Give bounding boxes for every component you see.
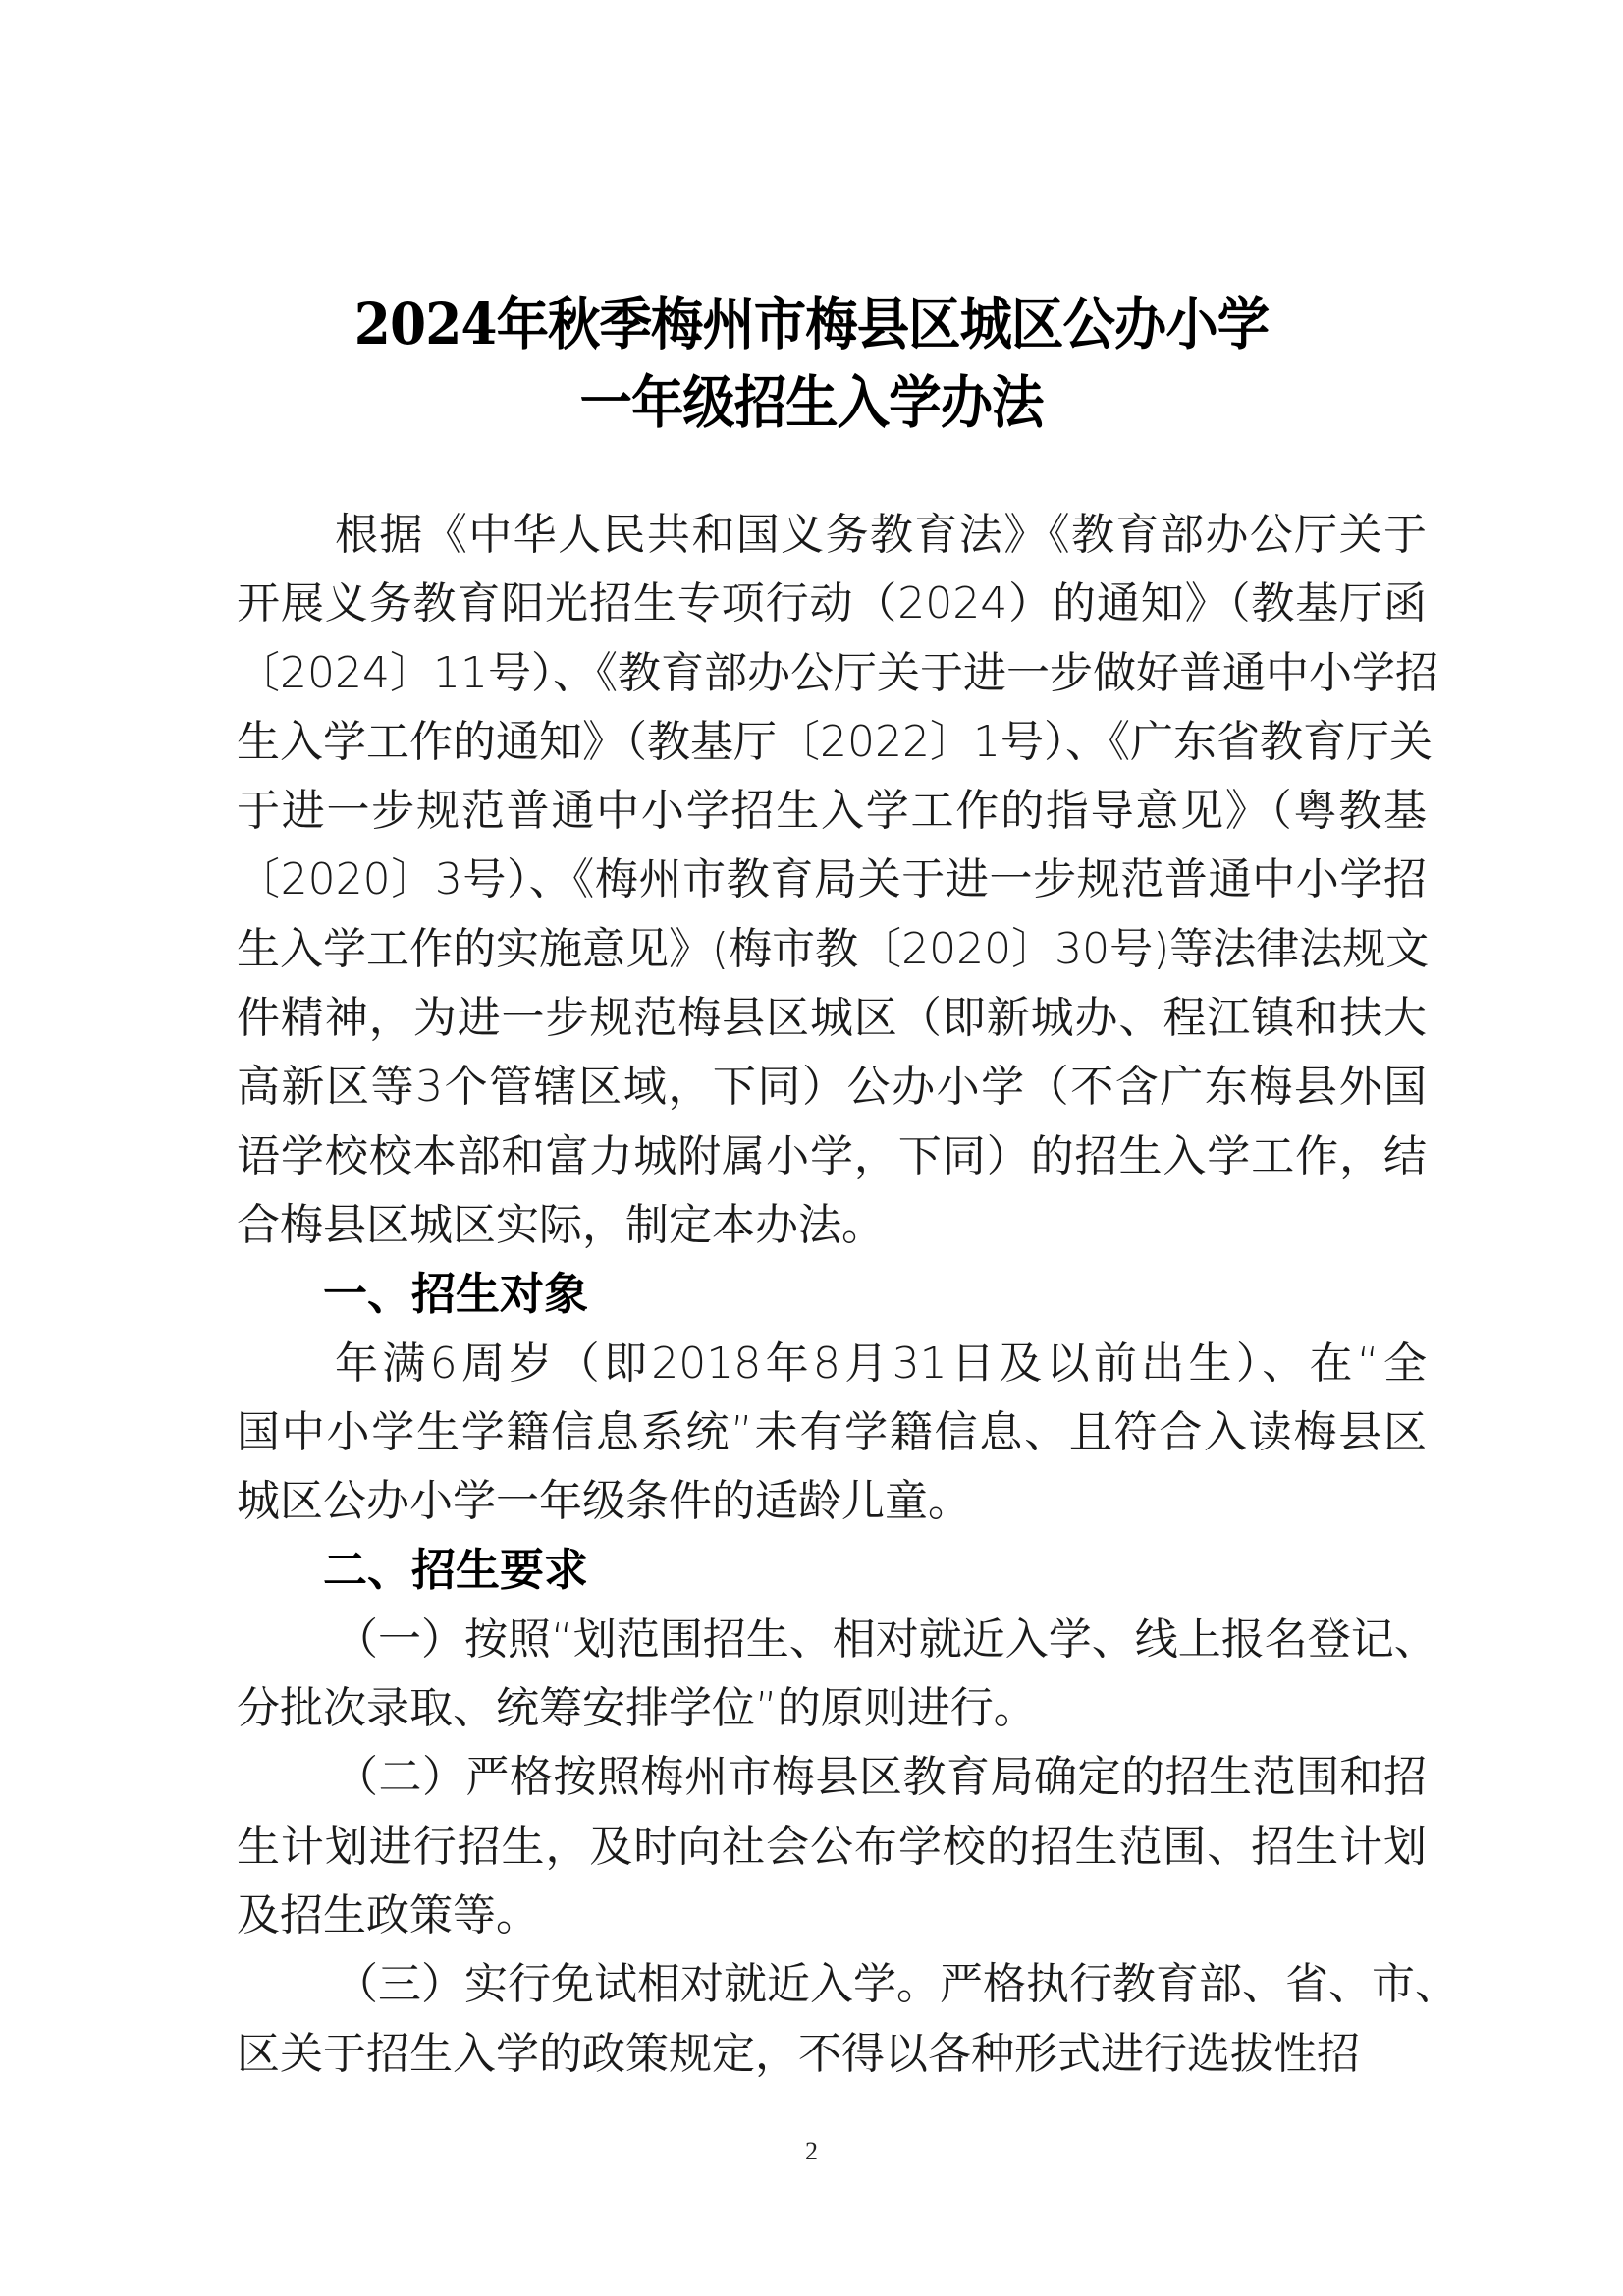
section-heading: 一、招生对象 <box>323 1268 589 1321</box>
text-line: 高新区等3个管辖区域，下同）公办小学（不含广东梅县外国 <box>237 1062 1427 1113</box>
text-line: 区关于招生入学的政策规定，不得以各种形式进行选拔性招 <box>237 2028 1360 2079</box>
text-line: 于进一步规范普通中小学招生入学工作的指导意见》（粤教基 <box>237 786 1427 837</box>
text-line: 生入学工作的通知》（教基厅〔2022〕1号）、《广东省教育厅关 <box>237 716 1433 767</box>
text-line: 根据《中华人民共和国义务教育法》《教育部办公厅关于 <box>335 510 1427 560</box>
intro-paragraph <box>237 501 1438 1260</box>
requirement-paragraph-2 <box>237 1743 1427 1950</box>
text-line: 〔2024〕11号）、《教育部办公厅关于进一步做好普通中小学招 <box>237 647 1438 698</box>
text-line: （二）严格按照梅州市梅县区教育局确定的招生范围和招 <box>335 1752 1427 1803</box>
text-line: 国中小学生学籍信息系统”未有学籍信息、且符合入读梅县区 <box>237 1406 1427 1457</box>
text-line: （三）实行免试相对就近入学。严格执行教育部、省、市、 <box>335 1959 1458 2010</box>
document-body <box>237 501 1458 2089</box>
text-line: 及招生政策等。 <box>237 1889 539 1941</box>
section-heading: 二、招生要求 <box>323 1544 589 1597</box>
text-line: 件精神，为进一步规范梅县区城区（即新城办、程江镇和扶大 <box>237 993 1427 1044</box>
page-number: 2 <box>805 2137 818 2165</box>
document-title-line-1: 2024年秋季梅州市梅县区城区公办小学 <box>353 291 1270 357</box>
text-line: 生计划进行招生，及时向社会公布学校的招生范围、招生计划 <box>237 1821 1427 1872</box>
text-line: 分批次录取、统筹安排学位”的原则进行。 <box>237 1683 1037 1734</box>
text-line: 年满6周岁（即2018年8月31日及以前出生）、在“全 <box>335 1338 1427 1389</box>
section-enrollment-requirements <box>237 1536 1458 2088</box>
text-line: 生入学工作的实施意见》(梅市教〔2020〕30号)等法律法规文 <box>237 923 1430 974</box>
section-enrollment-targets <box>237 1260 1427 1536</box>
requirement-paragraph-1 <box>237 1606 1437 1744</box>
text-line: 〔2020〕3号）、《梅州市教育局关于进一步规范普通中小学招 <box>237 854 1427 905</box>
document-title-line-2: 一年级招生入学办法 <box>579 369 1044 436</box>
requirement-paragraph-3 <box>237 1950 1458 2089</box>
text-line: （一）按照“划范围招生、相对就近入学、线上报名登记、 <box>335 1613 1437 1665</box>
text-line: 开展义务教育阳光招生专项行动（2024）的通知》（教基厅函 <box>237 578 1427 629</box>
text-line: 合梅县区城区实际，制定本办法。 <box>237 1199 885 1250</box>
text-line: 语学校校本部和富力城附属小学，下同）的招生入学工作，结 <box>237 1130 1427 1181</box>
text-line: 城区公办小学一年级条件的适龄儿童。 <box>237 1476 971 1527</box>
